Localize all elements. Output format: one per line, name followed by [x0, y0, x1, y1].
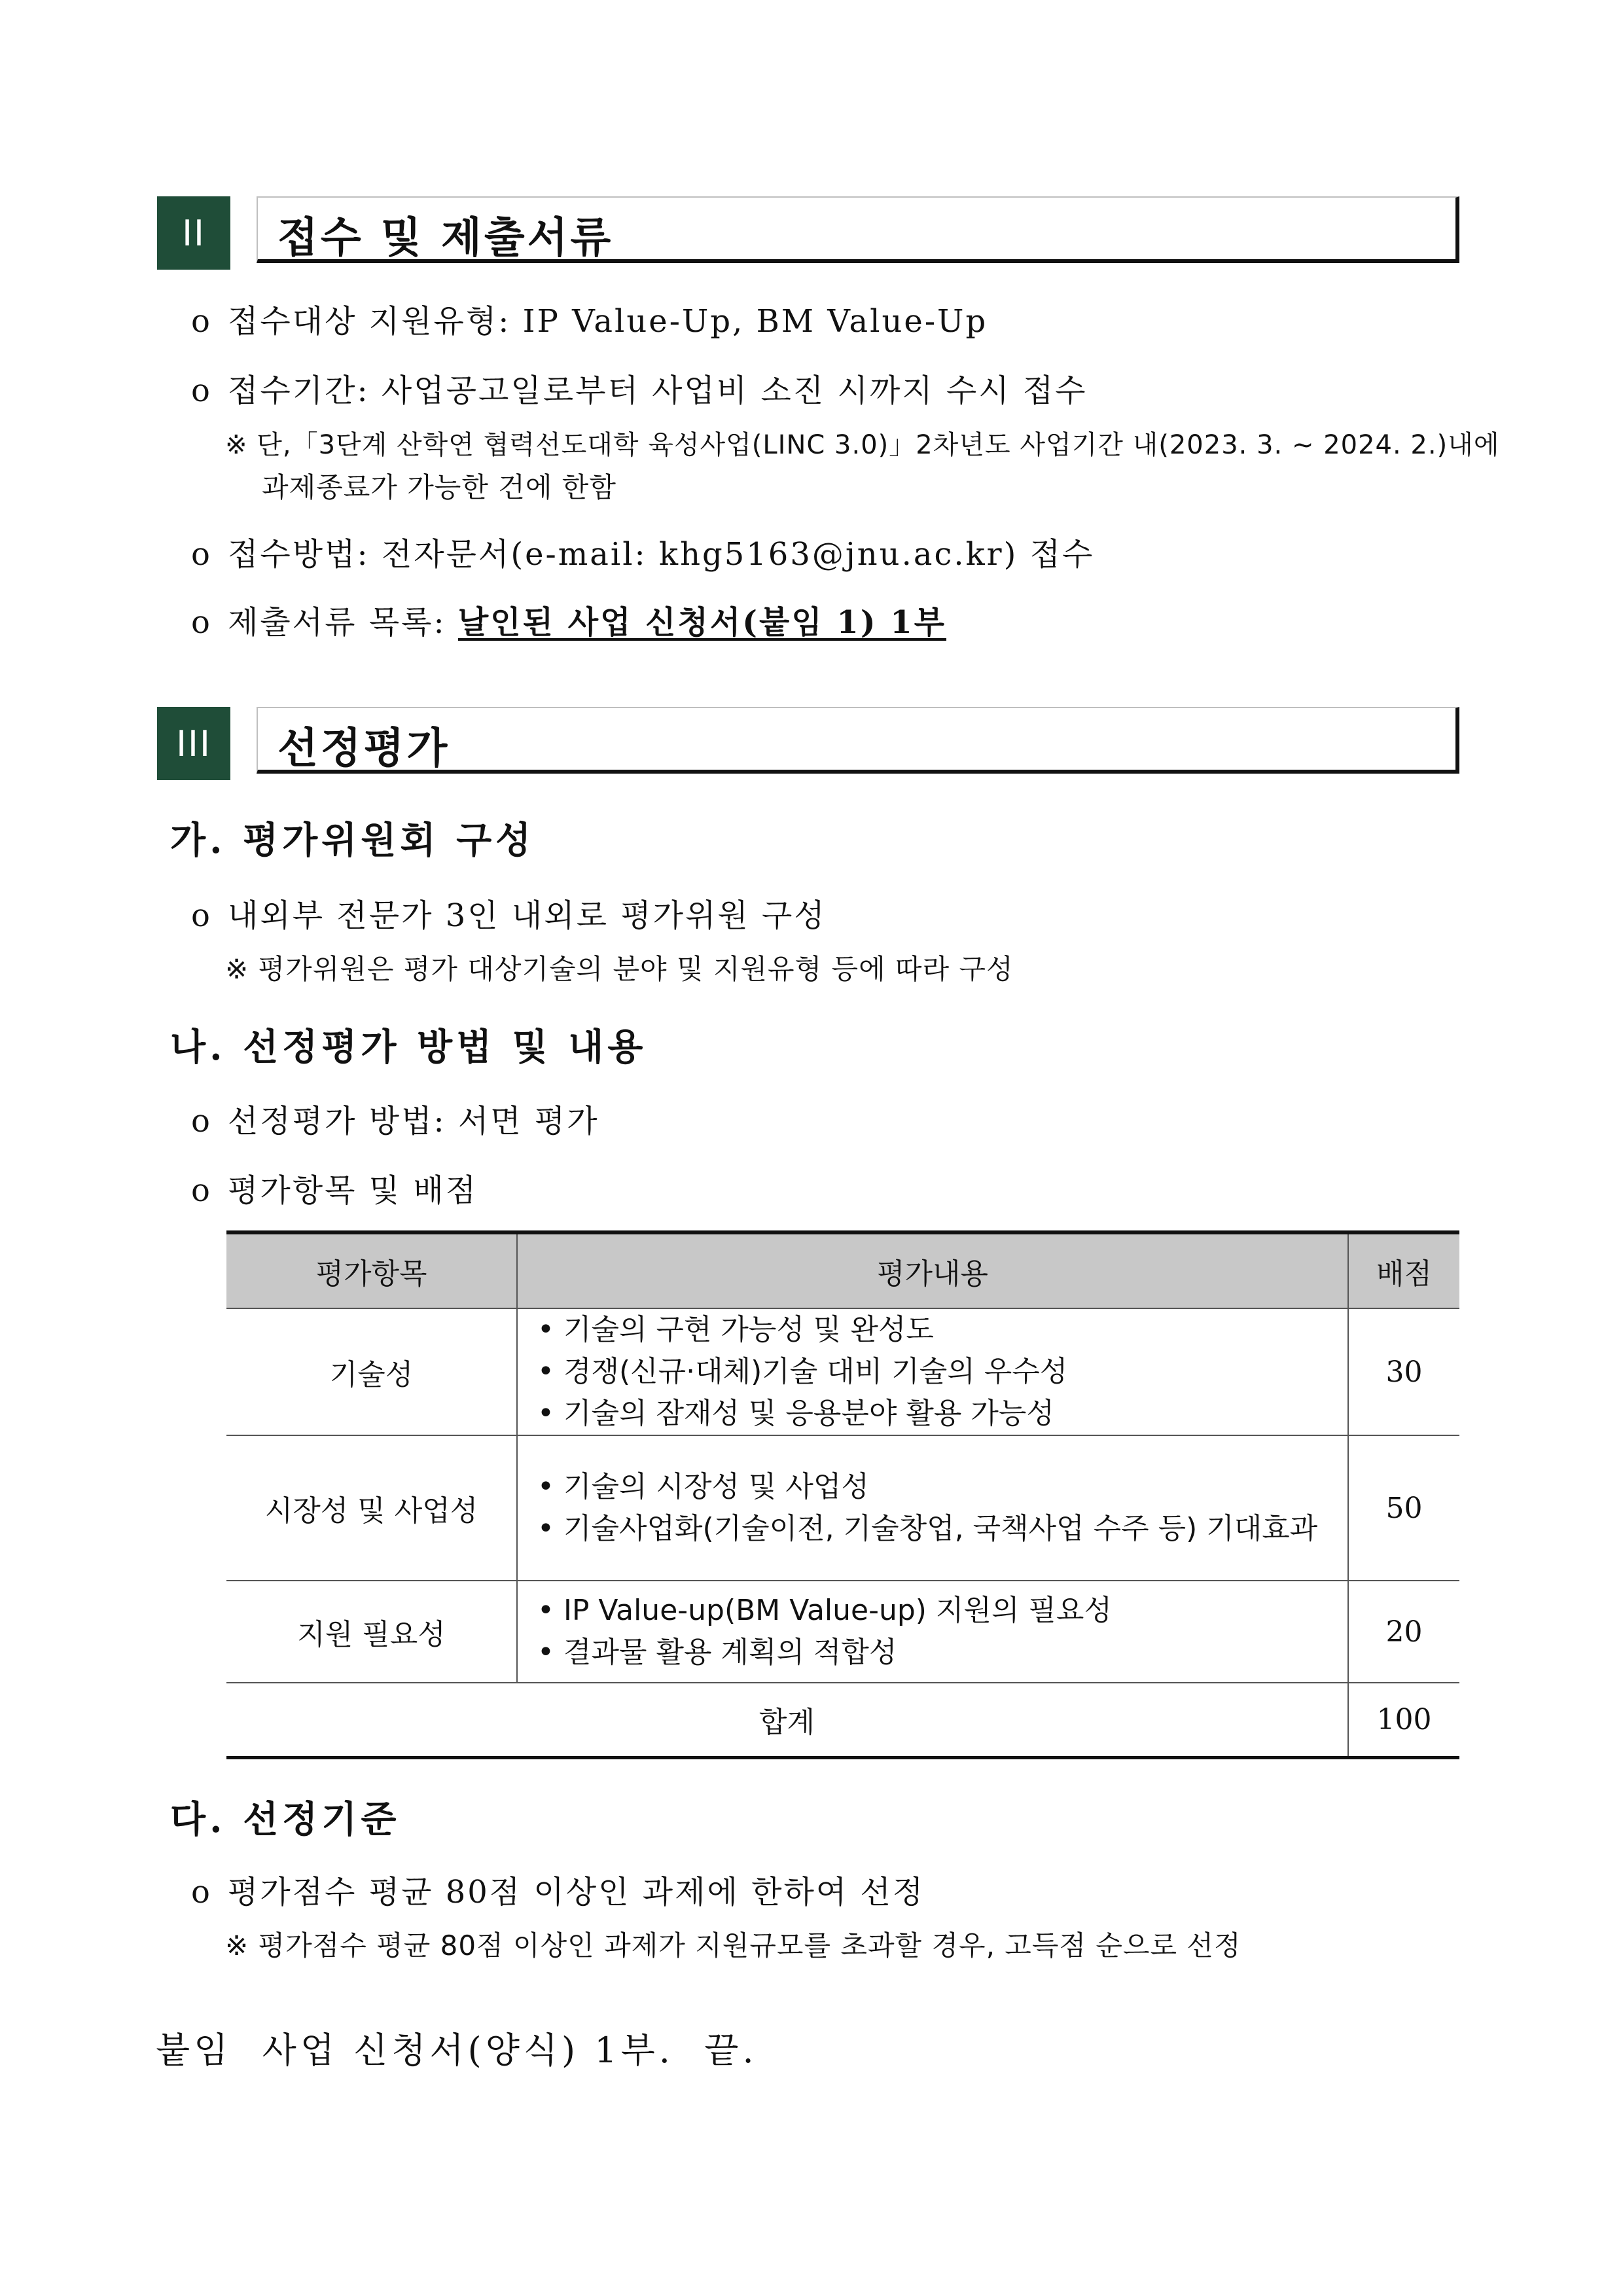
attachment-line: 붙임 사업 신청서(양식) 1부. 끝. — [156, 2030, 758, 2071]
list-item: o 제출서류 목록: 날인된 사업 신청서(붙임 1) 1부 — [191, 604, 947, 641]
section-2-number: II — [157, 196, 230, 270]
table-total-row — [226, 1683, 1459, 1757]
section-3-title: 선정평가 — [277, 725, 450, 773]
list-item: o 접수대상 지원유형: IP Value-Up, BM Value-Up — [191, 303, 988, 340]
row-item: 시장성 및 사업성 — [226, 1435, 517, 1581]
note-line: ※ 단,「3단계 산학연 협력선도대학 육성사업(LINC 3.0)」2차년도 사업기간 내(2023. 3. ~ 2024. 2.)내에 — [225, 430, 1500, 460]
list-item: o 평가점수 평균 80점 이상인 과제에 한하여 선정 — [191, 1874, 925, 1910]
table-row — [226, 1581, 1459, 1683]
section-3-header — [257, 707, 1459, 774]
docs-value: 날인된 사업 신청서(붙임 1) 1부 — [457, 604, 947, 641]
note-line: 과제종료가 가능한 건에 한함 — [262, 471, 616, 503]
row-score: 20 — [1348, 1581, 1459, 1683]
section-3-number: III — [157, 707, 230, 780]
row-content: • 기술의 구현 가능성 및 완성도 • 경쟁(신규·대체)기술 대비 기술의 우수성 • 기술의 잠재성 및 응용분야 활용 가능성 — [517, 1308, 1348, 1435]
subheading-b: 나. 선정평가 방법 및 내용 — [170, 1026, 647, 1069]
note-line: ※ 평가위원은 평가 대상기술의 분야 및 지원유형 등에 따라 구성 — [225, 953, 1014, 985]
total-score: 100 — [1348, 1683, 1459, 1757]
total-label: 합계 — [226, 1683, 1348, 1757]
list-item: o 평가항목 및 배점 — [191, 1172, 478, 1209]
row-item: 기술성 — [226, 1308, 517, 1435]
list-item: o 접수기간: 사업공고일로부터 사업비 소진 시까지 수시 접수 — [191, 372, 1088, 409]
note-line: ※ 평가점수 평균 80점 이상인 과제가 지원규모를 초과할 경우, 고득점 순으로 선정 — [225, 1929, 1241, 1962]
row-content: • 기술의 시장성 및 사업성 • 기술사업화(기술이전, 기술창업, 국책사업 수주 등) 기대효과 — [517, 1435, 1348, 1581]
row-score: 30 — [1348, 1308, 1459, 1435]
table-header-row — [226, 1232, 1459, 1308]
list-item: o 접수방법: 전자문서(e-mail: khg5163@jnu.ac.kr) 접수 — [191, 536, 1095, 573]
header-score: 배점 — [1348, 1232, 1459, 1308]
row-content: • IP Value-up(BM Value-up) 지원의 필요성 • 결과물 활용 계획의 적합성 — [517, 1581, 1348, 1683]
header-item: 평가항목 — [226, 1232, 517, 1308]
list-item: o 선정평가 방법: 서면 평가 — [191, 1103, 599, 1139]
section-2-title: 접수 및 제출서류 — [277, 214, 614, 262]
table-row — [226, 1308, 1459, 1435]
list-item: o 내외부 전문가 3인 내외로 평가위원 구성 — [191, 897, 827, 934]
header-content: 평가내용 — [517, 1232, 1348, 1308]
subheading-c: 다. 선정기준 — [170, 1798, 401, 1841]
subheading-a: 가. 평가위원회 구성 — [170, 819, 535, 862]
evaluation-table — [226, 1230, 1459, 1759]
section-2-header — [257, 196, 1459, 263]
row-score: 50 — [1348, 1435, 1459, 1581]
row-item: 지원 필요성 — [226, 1581, 517, 1683]
table-row — [226, 1435, 1459, 1581]
